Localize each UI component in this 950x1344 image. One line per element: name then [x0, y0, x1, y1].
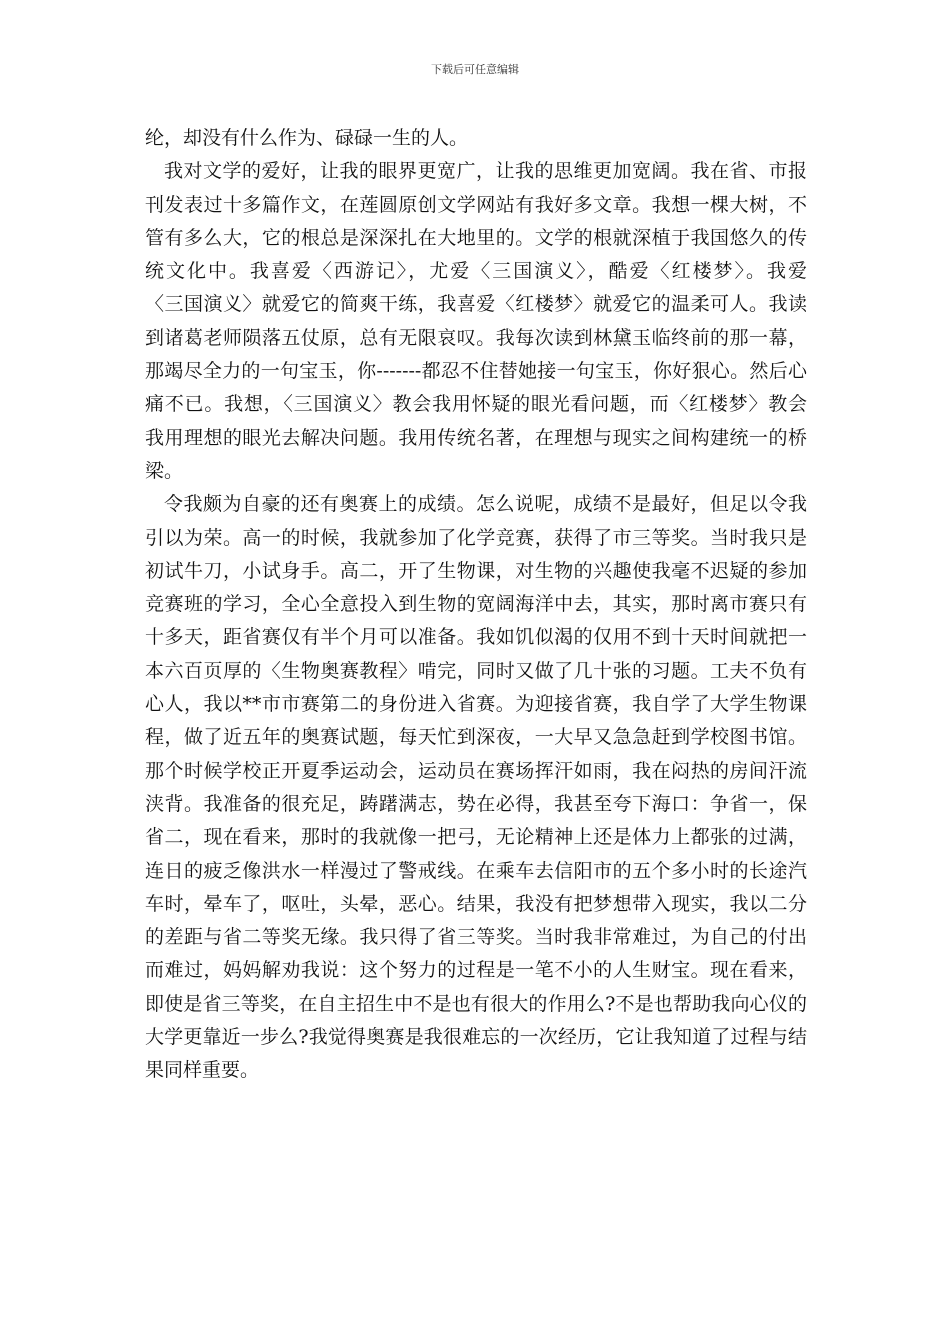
text-line: 痛不已。我想，〈三国演义〉教会我用怀疑的眼光看问题，而〈红楼梦〉教会 [145, 393, 807, 416]
text-line: 引以为荣。高一的时候，我就参加了化学竞赛，获得了市三等奖。当时我只是 [145, 526, 807, 549]
text-line: 心人，我以**市市赛第二的身份进入省赛。为迎接省赛，我自学了大学生物课 [145, 693, 807, 716]
text-line: 令我颇为自豪的还有奥赛上的成绩。怎么说呢，成绩不是最好，但足以令我 [164, 493, 807, 516]
text-line: 本六百页厚的〈生物奥赛教程〉啃完，同时又做了几十张的习题。工夫不负有 [145, 659, 807, 682]
paragraph-1 [145, 122, 807, 155]
text-line: 我对文学的爱好，让我的眼界更宽广，让我的思维更加宽阔。我在省、市报 [164, 160, 807, 183]
text-line: 大学更靠近一步么?我觉得奥赛是我很难忘的一次经历，它让我知道了过程与结 [145, 1026, 807, 1049]
text-line: 那竭尽全力的一句宝玉，你-------都忍不住替她接一句宝玉，你好狠心。然后心 [145, 360, 807, 383]
document-body [145, 122, 807, 1088]
text-line: 梁。 [145, 459, 184, 482]
text-line: 统文化中。我喜爱〈西游记〉，尤爱〈三国演义〉，酷爱〈红楼梦〉。我爱 [145, 260, 807, 283]
text-line: 刊发表过十多篇作文，在莲圆原创文学网站有我好多文章。我想一棵大树，不 [145, 193, 807, 216]
text-line: 那个时候学校正开夏季运动会，运动员在赛场挥汗如雨，我在闷热的房间汗流 [145, 759, 807, 782]
text-line: 我用理想的眼光去解决问题。我用传统名著，在理想与现实之间构建统一的桥 [145, 426, 807, 449]
text-line: 省二，现在看来，那时的我就像一把弓，无论精神上还是体力上都张的过满， [145, 826, 807, 849]
text-line: 浃背。我准备的很充足，踌躇满志，势在必得，我甚至夸下海口：争省一，保 [145, 792, 807, 815]
text-line: 管有多么大，它的根总是深深扎在大地里的。文学的根就深植于我国悠久的传 [145, 226, 807, 249]
text-line: 竞赛班的学习，全心全意投入到生物的宽阔海洋中去，其实，那时离市赛只有 [145, 593, 807, 616]
text-line: 而难过，妈妈解劝我说：这个努力的过程是一笔不小的人生财宝。现在看来， [145, 959, 807, 982]
paragraph-2 [145, 155, 807, 488]
text-line: 纶，却没有什么作为、碌碌一生的人。 [145, 127, 469, 149]
text-line: 的差距与省二等奖无缘。我只得了省三等奖。当时我非常难过，为自己的付出 [145, 926, 807, 949]
text-line: 车时，晕车了，呕吐，头晕，恶心。结果，我没有把梦想带入现实，我以二分 [145, 892, 807, 915]
text-line: 程，做了近五年的奥赛试题，每天忙到深夜，一大早又急急赶到学校图书馆。 [145, 726, 807, 749]
text-line: 到诸葛老师陨落五仗原，总有无限哀叹。我每次读到林黛玉临终前的那一幕， [145, 326, 807, 349]
text-line: 果同样重要。 [145, 1059, 260, 1082]
page-header: 下载后可任意编辑 [431, 63, 519, 76]
paragraph-3 [145, 488, 807, 1087]
text-line: 即使是省三等奖，在自主招生中不是也有很大的作用么?不是也帮助我向心仪的 [145, 992, 807, 1015]
text-line: 连日的疲乏像洪水一样漫过了警戒线。在乘车去信阳市的五个多小时的长途汽 [145, 859, 807, 882]
text-line: 〈三国演义〉就爱它的简爽干练，我喜爱〈红楼梦〉就爱它的温柔可人。我读 [145, 293, 807, 316]
text-line: 十多天，距省赛仅有半个月可以准备。我如饥似渴的仅用不到十天时间就把一 [145, 626, 807, 649]
text-line: 初试牛刀，小试身手。高二，开了生物课，对生物的兴趣使我毫不迟疑的参加 [145, 559, 807, 582]
